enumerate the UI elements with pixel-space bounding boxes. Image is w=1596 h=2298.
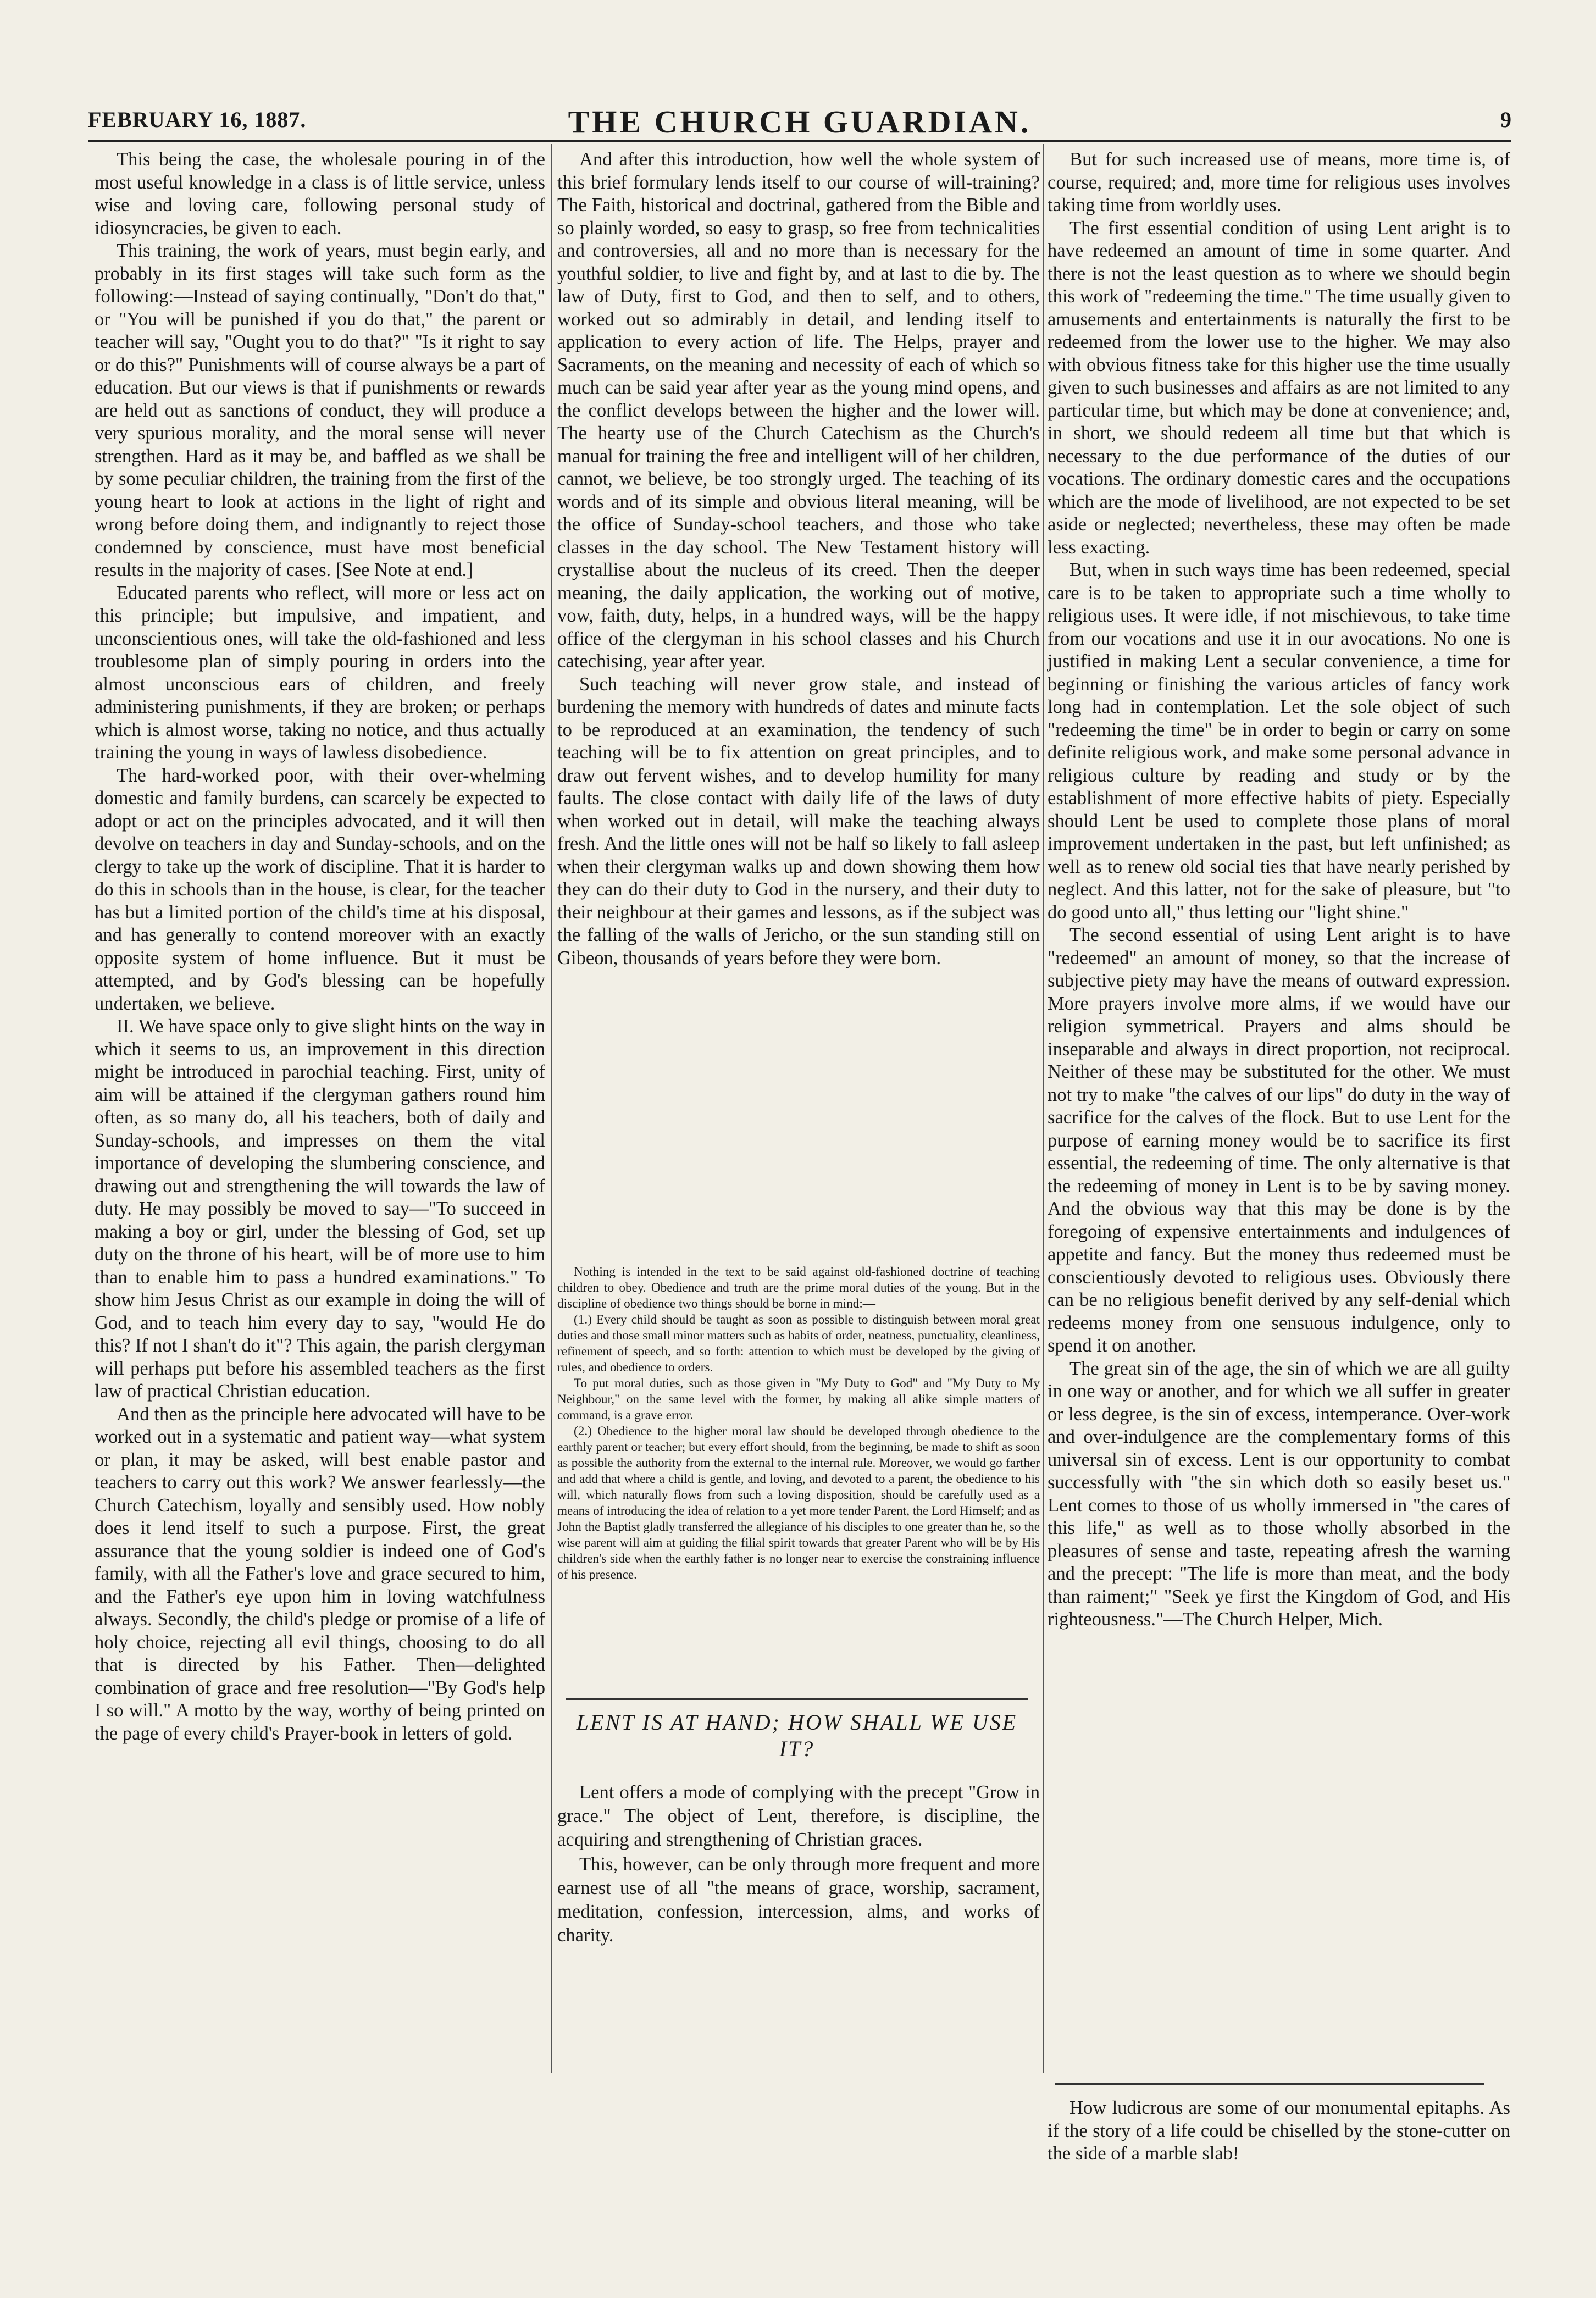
column-2	[557, 148, 1040, 2298]
article-paragraph: Lent offers a mode of complying with the precept "Grow in grace." The object of Lent, therefore, is discipline, the acquiring and strengthening of Christian graces.	[557, 1782, 1040, 1850]
article-paragraph: This being the case, the wholesale pouring in of the most useful knowledge in a class is of little service, unless wise and loving care, following personal study of idiosyncracies, be given to each.	[95, 149, 545, 239]
article-paragraph: This, however, can be only through more frequent and more earnest use of all "the means of grace, worship, sacrament, meditation, confession, intercession, alms, and works of charity.	[557, 1854, 1040, 1946]
column-divider	[551, 144, 552, 2073]
closing-item	[1048, 2097, 1510, 2166]
footnote-paragraph: (1.) Every child should be taught as soon as possible to distinguish between moral great duties and those small minor matters such as habits of order, neatness, punctuality, cleanliness, refinement of speech, and so forth: attention to which must be developed by the giving of rules, and obedience to orders.	[557, 1313, 1040, 1375]
article-paragraph: The hard-worked poor, with their over-whelming domestic and family burdens, can scarcely be expected to adopt or act on the principles advocated, and it will then devolve on teachers in day and Sunday-schools, and on the clergy to take up the work of discipline. That it is harder to do this in schools than in the house, is clear, for the teacher has but a limited portion of the child's time at his disposal, and has generally to contend moreover with an exactly opposite system of home influence. But it must be attempted, and by God's blessing can be hopefully undertaken, we believe.	[95, 765, 545, 1014]
issue-date: FEBRUARY 16, 1887.	[88, 107, 307, 132]
page-number: 9	[1500, 107, 1511, 132]
article-paragraph: The first essential condition of using Lent aright is to have redeemed an amount of time in some quarter. And there is not the least question as to where we should begin this work of "redeeming the time." The time usually given to amusements and entertainments is naturally the first to be redeemed from the lower use to the higher. We may also with obvious fitness take for this higher use the time usually given to such businesses and affairs as are not limited to any particular time, but which may be done at convenience; and, in short, we should redeem all time but that which is necessary to the due performance of the duties of our vocations. The ordinary domestic cares and the occupations which are the mode of livelihood, are not expected to be set aside or neglected; nevertheless, these may often be made less exacting.	[1048, 217, 1510, 558]
footnote	[557, 1264, 1040, 1583]
article-paragraph: Such teaching will never grow stale, and instead of burdening the memory with hundreds of dates and minute facts to be reproduced at an examination, the tendency of such teaching will be to fix attention on great principles, and to draw out fervent wishes, and to develop humility for many faults. The close contact with daily life of the laws of duty when worked out in detail, will make the teaching always fresh. And the little ones will not be half so likely to fall asleep when their clergyman walks up and down showing them how they can do their duty to God in the nursery, and their duty to their neighbour at their games and lessons, as if the subject was the falling of the walls of Jericho, or the sun standing still on Gibeon, thousands of years before they were born.	[557, 673, 1040, 968]
article-paragraph: And then as the principle here advocated will have to be worked out in a systematic and patient way—what system or plan, it may be asked, will best enable pastor and teachers to carry out this work? We answer fearlessly—the Church Catechism, loyally and sensibly used. How nobly does it lend itself to such a purpose. First, the great assurance that the young soldier is indeed one of God's family, with all the Father's love and grace secured to him, and the Father's eye upon him in loving watchfulness always. Secondly, the child's pledge or promise of a life of holy choice, rejecting all evil things, choosing to do all that is directed by his Father. Then—delighted combination of grace and free resolution—"By God's help I so will." A motto by the way, worthy of being printed on the page of every child's Prayer-book in letters of gold.	[95, 1403, 545, 1744]
article-paragraph: But, when in such ways time has been redeemed, special care is to be taken to appropriate such a time wholly to religious uses. It were idle, if not mischievous, to take time from our vocations and use it in our avocations. No one is justified in making Lent a secular convenience, a time for beginning or finishing the various articles of fancy work long had in contemplation. Let the sole object of such "redeeming the time" be in order to begin or carry on some definite religious work, and make some personal advance in religious culture by reading and study or by the establishment of more effective habits of piety. Especially should Lent be used to complete those plans of moral improvement undertaken in the past, but left unfinished; as well as to renew old social ties that have nearly perished by neglect. And this latter, not for the sake of pleasure, but "to do good unto all," thus letting our "light shine."	[1048, 560, 1510, 923]
article-paragraph: How ludicrous are some of our monumental epitaphs. As if the story of a life could be chiselled by the stone-cutter on the side of a marble slab!	[1048, 2097, 1510, 2164]
article-paragraph: The great sin of the age, the sin of which we are all guilty in one way or another, and for which we all suffer in greater or less degree, is the sin of excess, intemperance. Over-work and over-indulgence are the complementary forms of this universal sin of excess. Lent is our opportunity to combat successfully with "the sin which doth so easily beset us." Lent comes to those of us wholly immersed in "the cares of this life," as well as to those wholly absorbed in the pleasures of sense and taste, repeating afresh the warning and the precept: "The life is more than meat, and the body than raiment;" "Seek ye first the Kingdom of God, and His righteousness."—The Church Helper, Mich.	[1048, 1358, 1510, 1630]
article-paragraph: This training, the work of years, must begin early, and probably in its first stages will take such form as the following:—Instead of saying continually, "Don't do that," or "You will be punished if you do that," the parent or teacher will say, "Ought you to do that?" "Is it right to say or do this?" Punishments will of course always be a part of education. But our views is that if punishments or rewards are held out as sanctions of conduct, they will produce a very spurious morality, and the moral sense will never strengthen. Hard as it may be, and baffled as we shall be by some peculiar children, the training from the first of the young heart to look at actions in the light of right and wrong before doing them, and indignantly to reject those condemned by conscience, must have most beneficial results in the majority of cases. [See Note at end.]	[95, 240, 545, 580]
column-3	[1048, 148, 1510, 2298]
section-title: LENT IS AT HAND; HOW SHALL WE USE IT?	[576, 1710, 1018, 1761]
article-paragraph: II. We have space only to give slight hints on the way in which it seems to us, an improvement in this direction might be introduced in parochial teaching. First, unity of aim will be attained if the clergyman gathers round him often, as so many do, all his teachers, both of daily and Sunday-schools, and impresses on them the vital importance of developing the slumbering conscience, and drawing out and strengthening the will towards the law of duty. He may possibly be moved to say—"To succeed in making a boy or girl, under the blessing of God, set up duty on the throne of his heart, will be of more use to him than to enable him to pass a hundred examinations." To show him Jesus Christ as our example in doing the will of God, and to teach him every day to say, "would He do this? If not I shan't do it"? This again, the parish clergyman will perhaps put before his assembled teachers as the first law of practical Christian education.	[95, 1016, 545, 1402]
footnote-paragraph: Nothing is intended in the text to be said against old-fashioned doctrine of teaching children to obey. Obedience and truth are the prime moral duties of the young. But in the discipline of obedience two things should be borne in mind:—	[557, 1265, 1040, 1311]
masthead	[88, 103, 1511, 140]
column-divider	[1043, 144, 1044, 2073]
article-paragraph: The second essential of using Lent aright is to have "redeemed" an amount of money, so that the increase of subjective piety may have the means of outward expression. More prayers involve more alms, if we would have our religion symmetrical. Prayers and alms should be inseparable and always in direct proportion, not reciprocal. Neither of these may be substituted for the other. We must not try to make "the calves of our lips" do duty in the way of sacrifice for the calves of the flock. But to use Lent for the purpose of earning money would be to sacrifice its first essential, the redeeming of time. The only alternative is that the redeeming of money in Lent is to be by saving money. And the obvious way that this may be done is by the foregoing of expensive entertainments and indulgences of appetite and fancy. But the money thus redeemed must be conscientiously devoted to religious uses. Obviously there can be no religious benefit derived by any self-denial which redeems money from one sensuous indulgence, only to spend it on another.	[1048, 924, 1510, 1356]
footnote-paragraph: To put moral duties, such as those given in "My Duty to God" and "My Duty to My Neighbour," on the same level with the former, by making all alike simple matters of command, is a grave error.	[557, 1376, 1040, 1422]
column-1	[95, 148, 545, 2298]
lent-article	[557, 1781, 1040, 1948]
footnote-paragraph: (2.) Obedience to the higher moral law should be developed through obedience to the earthly parent or teacher; but every effort should, from the beginning, be made to shift as soon as possible the authority from the external to the internal rule. Moreover, we would go farther and add that where a child is gentle, and loving, and devoted to a parent, the obedience to his will, which naturally flows from such a loving disposition, should be carefully used as a means of introducing the idea of relation to a yet more tender Parent, the Lord Himself; and as John the Baptist gladly transferred the allegiance of his disciples to one greater than he, so the wise parent will aim at guiding the filial spirit towards that greater Parent who will be by His children's side when the earthly father is no longer near to exercise the constraining influence of his presence.	[557, 1424, 1040, 1582]
masthead-rule	[88, 140, 1511, 142]
article-paragraph: And after this introduction, how well the whole system of this brief formulary lends itself to our course of will-training? The Faith, historical and doctrinal, gathered from the Bible and so plainly worded, so easy to grasp, so free from technicalities and controversies, all and no more than is necessary for the youthful soldier, to live and fight by, and at last to die by. The law of Duty, first to God, and then to self, and to others, worked out so admirably in detail, and lending itself to application to every action of life. The Helps, prayer and Sacraments, on the meaning and necessity of each of which so much can be said year after year as the young mind opens, and the conflict develops between the higher and the lower will. The hearty use of the Church Catechism as the Church's manual for training the free and intelligent will of her children, cannot, we believe, be too strongly urged. The teaching of its words and of its simple and obvious literal meaning, will be the office of Sunday-school teachers, and those who take classes in the day school. The New Testament history will crystallise about the nucleus of its creed. Then the deeper meaning, the daily application, the working out of motive, vow, faith, duty, helps, in a hundred ways, will be the happy office of the clergyman in his school classes and his Church catechising, year after year.	[557, 149, 1040, 672]
section-separator	[1055, 2083, 1484, 2085]
article-paragraph: But for such increased use of means, more time is, of course, required; and, more time for religious uses involves taking time from worldly uses.	[1048, 149, 1510, 215]
article-paragraph: Educated parents who reflect, will more or less act on this principle; but impulsive, and impatient, and unconscientious ones, will take the old-fashioned and less troublesome plan of simply pouring in orders into the almost unconscious ears of children, and freely administering punishments, if they are broken; or perhaps which is almost worse, taking no notice, and thus actually training the young in ways of lawless disobedience.	[95, 582, 545, 763]
newspaper-title: THE CHURCH GUARDIAN.	[568, 104, 1032, 140]
section-separator	[566, 1698, 1028, 1700]
